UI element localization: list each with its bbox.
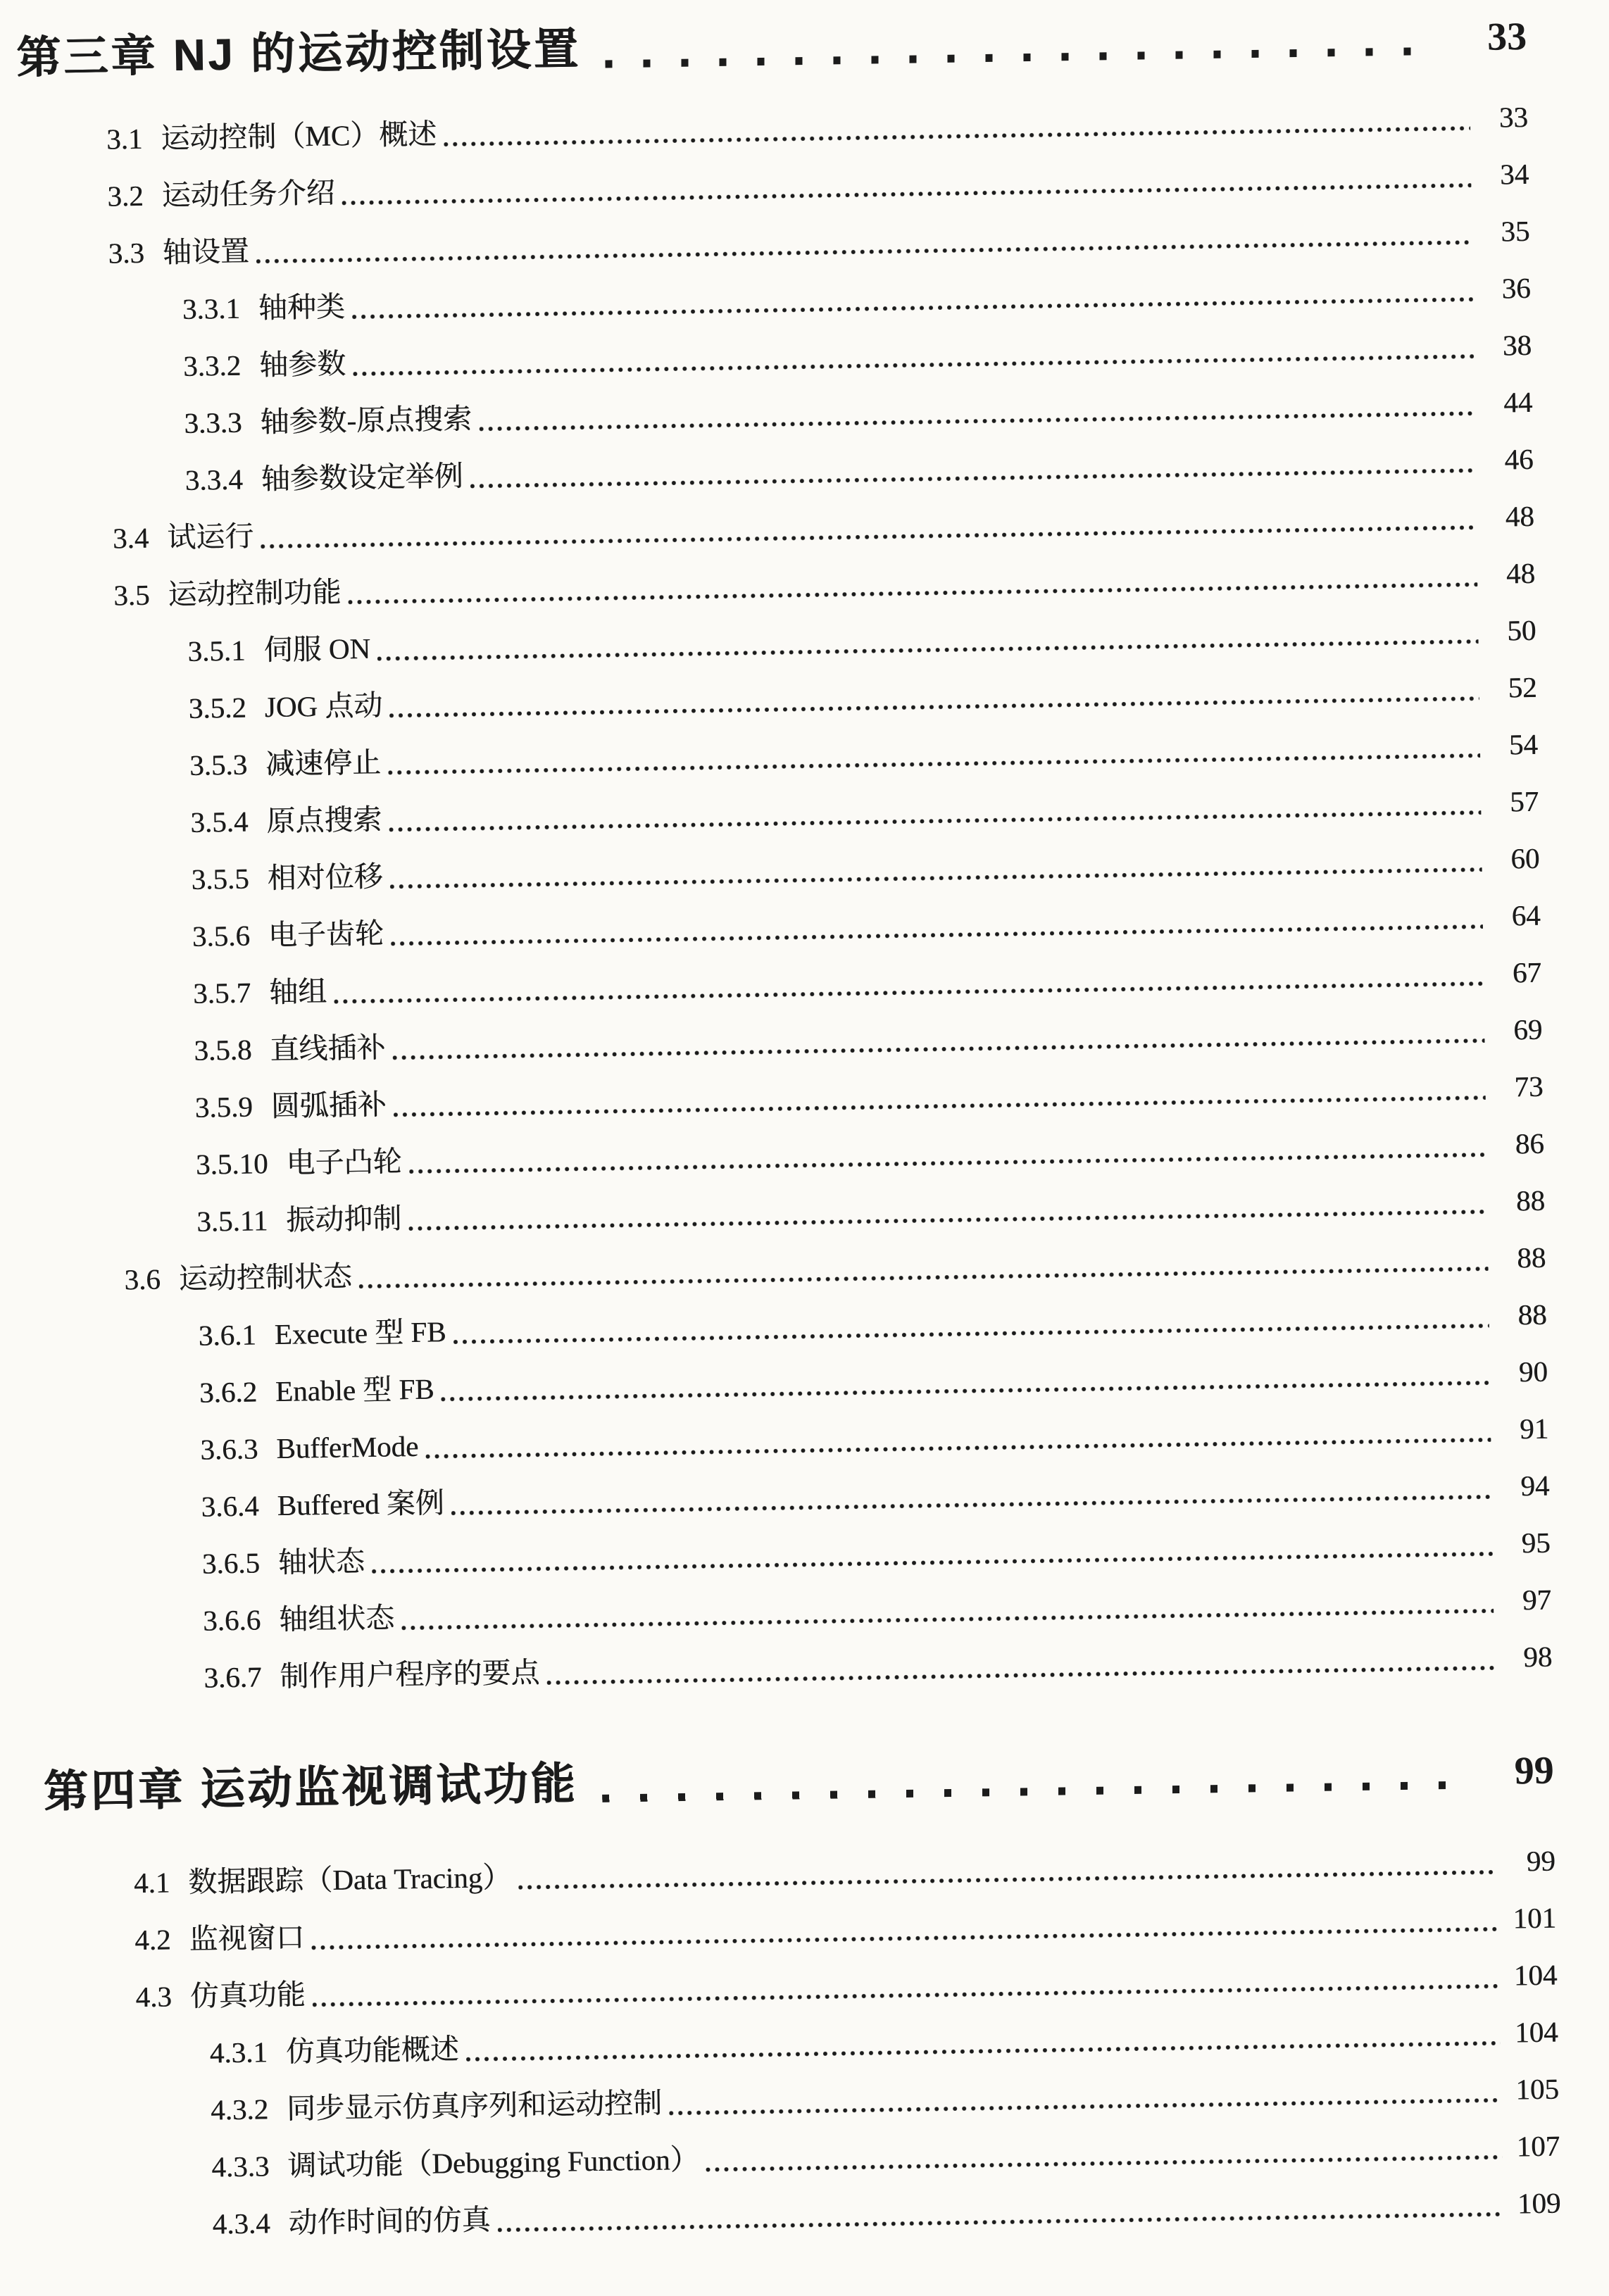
entry-title: 轴参数-原点搜索 — [260, 402, 472, 439]
dot-leader — [669, 2098, 1501, 2116]
dot-leader — [451, 1495, 1492, 1515]
dot-leader — [425, 1438, 1491, 1459]
dot-leader — [453, 1324, 1489, 1344]
entry-page-number: 38 — [1502, 328, 1532, 362]
entry-number: 3.5.2 — [188, 691, 247, 724]
entry-page-number: 73 — [1514, 1069, 1544, 1103]
entry-page-number: 36 — [1501, 271, 1532, 305]
entry-number: 3.4 — [112, 521, 149, 555]
entry-page-number: 105 — [1515, 2072, 1560, 2106]
dot-leader — [409, 1153, 1486, 1174]
entry-number: 3.3.1 — [182, 291, 241, 325]
entry-number: 3.5.1 — [187, 634, 246, 667]
entry-title: 监视窗口 — [189, 1921, 305, 1956]
entry-title: Enable 型 FB — [275, 1372, 434, 1408]
chapter-section — [27, 1733, 1609, 2256]
entry-number: 3.1 — [106, 122, 143, 156]
dot-leader — [388, 753, 1480, 774]
dot-leader — [352, 297, 1473, 319]
entry-page-number: 91 — [1519, 1412, 1549, 1445]
entry-number: 3.3.2 — [182, 349, 242, 382]
entry-page-number: 69 — [1513, 1012, 1543, 1046]
entry-number: 3.6.7 — [204, 1660, 262, 1694]
entry-title: 同步显示仿真序列和运动控制 — [286, 2086, 663, 2125]
entry-title: 运动任务介绍 — [161, 176, 335, 212]
entry-page-number: 107 — [1516, 2129, 1560, 2163]
chapter-heading — [1, 1, 1527, 94]
dot-leader — [706, 2155, 1503, 2172]
entry-title: 轴种类 — [258, 290, 346, 325]
entry-page-number: 48 — [1505, 499, 1535, 533]
entry-title: 数据跟踪（Data Tracing） — [187, 1860, 512, 1899]
entry-page-number: 86 — [1515, 1127, 1545, 1160]
entry-page-number: 109 — [1517, 2186, 1561, 2220]
dot-leader — [389, 696, 1479, 717]
entry-number: 3.5.3 — [189, 748, 248, 782]
entry-title: 轴组状态 — [278, 1601, 395, 1636]
entry-number: 3.6.2 — [199, 1375, 258, 1409]
entry-title: 轴组 — [268, 974, 327, 1009]
entry-number: 3.6.4 — [201, 1489, 259, 1523]
entry-number: 3.3.4 — [184, 463, 244, 496]
entry-title: BufferMode — [275, 1429, 419, 1465]
entry-title: 减速停止 — [265, 746, 382, 781]
entry-page-number: 52 — [1508, 670, 1537, 704]
entry-title: 运动控制（MC）概述 — [160, 118, 437, 155]
entry-page-number: 54 — [1508, 727, 1539, 761]
entry-page-number: 48 — [1505, 556, 1536, 590]
dot-leader — [313, 1984, 1500, 2007]
chapter-entries — [29, 1833, 1561, 2256]
entry-number: 3.5.9 — [194, 1090, 253, 1124]
entry-number: 3.5.4 — [190, 805, 249, 839]
dot-leader — [342, 183, 1472, 205]
dot-leader — [312, 1927, 1499, 1950]
entry-title: JOG 点动 — [264, 689, 383, 724]
entry-title: 轴状态 — [277, 1545, 365, 1579]
dot-leader — [442, 1381, 1490, 1401]
dot-leader — [389, 810, 1482, 832]
dot-leader — [372, 1552, 1493, 1574]
entry-number: 3.5.5 — [191, 862, 249, 896]
entry-page-number: 34 — [1499, 157, 1529, 191]
dot-leader — [547, 1666, 1495, 1685]
entry-title: 调试功能（Debugging Function） — [287, 2143, 699, 2182]
entry-number: 4.3.2 — [210, 2093, 269, 2126]
chapter-heading — [27, 1735, 1554, 1828]
entry-title: 原点搜索 — [265, 803, 382, 838]
entry-page-number: 44 — [1503, 385, 1533, 419]
chapter-page-number: 99 — [1514, 1748, 1555, 1793]
entry-number: 4.3.4 — [212, 2207, 270, 2240]
dot-leader — [470, 468, 1476, 488]
entry-title: 动作时间的仿真 — [288, 2203, 491, 2239]
entry-title: 试运行 — [166, 520, 254, 554]
entry-title: 制作用户程序的要点 — [280, 1656, 540, 1693]
chapter-title: 第三章 NJ 的运动控制设置 — [15, 25, 582, 83]
entry-number: 4.3.1 — [209, 2035, 268, 2069]
dot-leader — [391, 924, 1483, 946]
entry-page-number: 94 — [1520, 1469, 1550, 1503]
entry-number: 4.1 — [133, 1866, 170, 1900]
entry-title: 仿真功能概述 — [285, 2033, 460, 2068]
dot-leader — [353, 354, 1474, 376]
chapter-section — [1, 0, 1609, 1710]
entry-page-number: 101 — [1513, 1901, 1557, 1935]
entry-page-number: 50 — [1506, 613, 1536, 647]
dot-leader — [466, 2041, 1501, 2062]
dot-leader — [444, 126, 1470, 146]
dot-leader — [408, 1210, 1487, 1231]
chapter-title: 第四章 运动监视调试功能 — [43, 1759, 578, 1817]
entry-page-number: 104 — [1513, 1958, 1558, 1992]
entry-title: 电子齿轮 — [268, 917, 384, 952]
dot-leader — [377, 639, 1478, 661]
entry-title: 运动控制功能 — [168, 575, 342, 611]
entry-title: 伺服 ON — [263, 632, 371, 667]
entry-number: 3.5.11 — [196, 1204, 268, 1238]
entry-number: 4.3.3 — [211, 2150, 270, 2183]
chapter-entries — [2, 89, 1553, 1710]
entry-page-number: 33 — [1498, 100, 1529, 134]
entry-number: 3.6 — [124, 1262, 161, 1296]
dot-leader — [359, 1267, 1489, 1288]
entry-title: 轴参数设定举例 — [261, 459, 464, 496]
entry-number: 3.5.10 — [195, 1147, 268, 1181]
dot-leader — [261, 525, 1477, 548]
entry-number: 4.3 — [135, 1980, 173, 2014]
entry-title: 振动抑制 — [285, 1202, 402, 1236]
dot-leader — [518, 1870, 1498, 1890]
entry-number: 4.2 — [134, 1923, 171, 1957]
entry-page-number: 60 — [1510, 841, 1540, 875]
entry-number: 3.6.5 — [201, 1546, 261, 1580]
entry-title: 电子凸轮 — [286, 1145, 402, 1179]
chapter-dot-leader — [602, 1781, 1460, 1802]
entry-title: 相对位移 — [267, 860, 383, 895]
chapter-dot-leader — [605, 47, 1432, 68]
entry-page-number: 46 — [1504, 442, 1534, 476]
dot-leader — [390, 867, 1482, 889]
entry-number: 3.5.6 — [192, 919, 251, 953]
entry-page-number: 57 — [1509, 784, 1539, 818]
entry-title: 轴参数 — [258, 347, 346, 382]
entry-page-number: 88 — [1517, 1298, 1547, 1331]
entry-title: 运动控制状态 — [178, 1260, 353, 1296]
entry-title: 圆弧插补 — [270, 1088, 387, 1123]
dot-leader — [256, 240, 1472, 263]
entry-number: 3.3 — [108, 236, 145, 270]
entry-number: 3.2 — [107, 179, 144, 213]
entry-page-number: 67 — [1512, 955, 1542, 989]
entry-number: 3.6.3 — [200, 1432, 258, 1466]
dot-leader — [498, 2212, 1503, 2232]
dot-leader — [479, 411, 1475, 431]
entry-number: 3.5.7 — [192, 976, 251, 1010]
entry-title: Buffered 案例 — [277, 1486, 445, 1522]
entry-page-number: 90 — [1518, 1355, 1548, 1388]
dot-leader — [334, 981, 1484, 1004]
entry-title: 直线插补 — [270, 1031, 386, 1066]
entry-page-number: 88 — [1515, 1184, 1546, 1217]
entry-page-number: 98 — [1522, 1640, 1553, 1674]
entry-number: 3.5 — [113, 578, 150, 612]
entry-page-number: 35 — [1501, 214, 1530, 248]
entry-page-number: 97 — [1522, 1583, 1552, 1617]
dot-leader — [393, 1039, 1485, 1060]
entry-number: 3.5.8 — [194, 1033, 252, 1067]
entry-page-number: 88 — [1516, 1241, 1546, 1274]
dot-leader — [394, 1096, 1486, 1117]
entry-page-number: 95 — [1521, 1526, 1551, 1560]
entry-title: 轴设置 — [162, 234, 250, 269]
entry-number: 3.3.3 — [184, 406, 242, 439]
entry-number: 3.6.6 — [202, 1603, 261, 1637]
entry-title: Execute 型 FB — [274, 1315, 446, 1351]
chapter-page-number: 33 — [1486, 14, 1527, 59]
dot-leader — [401, 1609, 1494, 1630]
entry-title: 仿真功能 — [189, 1978, 306, 2013]
entry-number: 3.6.1 — [198, 1318, 257, 1352]
entry-page-number: 99 — [1526, 1844, 1556, 1878]
entry-page-number: 104 — [1514, 2015, 1558, 2049]
entry-page-number: 64 — [1511, 898, 1541, 932]
dot-leader — [349, 582, 1478, 604]
